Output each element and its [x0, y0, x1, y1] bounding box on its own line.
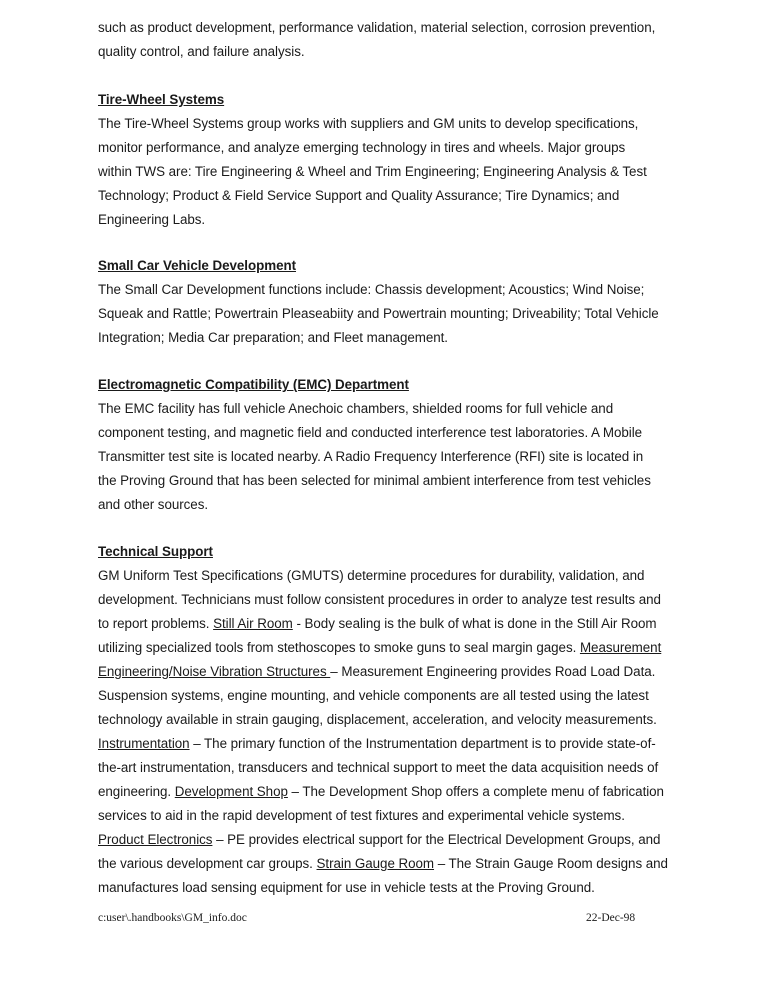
line-text: – The primary function of the Instrumentation department is to provide state-of-: [189, 736, 656, 751]
line-text: – PE provides electrical support for the Electrical Development Groups, and: [212, 832, 661, 847]
line-text: – The Development Shop offers a complete menu of fabrication: [287, 784, 664, 799]
tire-wheel-line: Engineering Labs.: [98, 212, 206, 227]
footer-file-path: c:user\.handbooks\GM_info.doc: [98, 912, 247, 924]
development-shop-term: Development Shop: [174, 784, 288, 799]
technical-support-line: GM Uniform Test Specifications (GMUTS) determine procedures for durability, validation, and: [98, 568, 645, 583]
technical-support-line: [98, 828, 708, 852]
technical-support-line: [98, 780, 708, 804]
technical-support-line: [98, 732, 708, 756]
measurement-engineering-term: Measurement: [579, 640, 662, 655]
line-text: the various development car groups.: [98, 856, 317, 871]
tire-wheel-line: within TWS are: Tire Engineering & Wheel and Trim Engineering; Engineering Analysis & Test: [98, 164, 647, 179]
technical-support-line: [98, 636, 708, 660]
technical-support-line: [98, 852, 708, 876]
line-text: to report problems.: [98, 616, 214, 631]
technical-support-line: services to aid in the rapid development of test fixtures and experimental vehicle systems.: [98, 808, 625, 823]
small-car-heading: Small Car Vehicle Development: [98, 258, 297, 273]
line-text: – Measurement Engineering provides Road Load Data.: [330, 664, 656, 679]
technical-support-line: technology available in strain gauging, displacement, acceleration, and velocity measurements.: [98, 712, 657, 727]
line-text: – The Strain Gauge Room designs and: [434, 856, 668, 871]
emc-line: component testing, and magnetic field and conducted interference test laboratories. A Mobile: [98, 425, 643, 440]
small-car-section: [98, 254, 708, 350]
technical-support-line: [98, 660, 708, 684]
technical-support-line: development. Technicians must follow consistent procedures in order to analyze test results and: [98, 592, 661, 607]
intro-paragraph: [98, 16, 708, 64]
emc-section: [98, 373, 708, 517]
tire-wheel-heading: Tire-Wheel Systems: [98, 92, 225, 107]
technical-support-section: [98, 540, 708, 900]
technical-support-line: Suspension systems, engine mounting, and vehicle components are all tested using the latest: [98, 688, 649, 703]
strain-gauge-room-term: Strain Gauge Room: [316, 856, 435, 871]
emc-line: the Proving Ground that has been selected for minimal ambient interference from test vehicles: [98, 473, 651, 488]
line-text: - Body sealing is the bulk of what is done in the Still Air Room: [292, 616, 657, 631]
emc-line: and other sources.: [98, 497, 209, 512]
tire-wheel-section: [98, 88, 708, 232]
technical-support-line: the-art instrumentation, transducers and technical support to meet the data acquisition needs of: [98, 760, 659, 775]
line-text: utilizing specialized tools from stethoscopes to smoke guns to seal margin gages.: [98, 640, 580, 655]
small-car-line: Squeak and Rattle; Powertrain Pleaseabiity and Powertrain mounting; Driveability; Total Vehicle: [98, 306, 659, 321]
intro-line: such as product development, performance validation, material selection, corrosion prevention,: [98, 20, 656, 35]
technical-support-line: [98, 612, 708, 636]
emc-heading: Electromagnetic Compatibility (EMC) Department: [98, 377, 409, 392]
small-car-line: Integration; Media Car preparation; and Fleet management.: [98, 330, 448, 345]
emc-line: The EMC facility has full vehicle Anechoic chambers, shielded rooms for full vehicle and: [98, 401, 614, 416]
instrumentation-term: Instrumentation: [98, 736, 190, 751]
technical-support-line: manufactures load sensing equipment for use in vehicle tests at the Proving Ground.: [98, 880, 595, 895]
product-electronics-term: Product Electronics: [98, 832, 213, 847]
measurement-engineering-term: Engineering/Noise Vibration Structures: [98, 664, 331, 679]
line-text: engineering.: [98, 784, 175, 799]
small-car-line: The Small Car Development functions include: Chassis development; Acoustics; Wind Noise;: [98, 282, 645, 297]
still-air-room-term: Still Air Room: [213, 616, 293, 631]
emc-line: Transmitter test site is located nearby. A Radio Frequency Interference (RFI) site is located in: [98, 449, 644, 464]
tire-wheel-line: The Tire-Wheel Systems group works with suppliers and GM units to develop specifications,: [98, 116, 639, 131]
footer-date: 22-Dec-98: [586, 912, 636, 924]
technical-support-heading: Technical Support: [98, 544, 213, 559]
tire-wheel-line: monitor performance, and analyze emerging technology in tires and wheels. Major groups: [98, 140, 626, 155]
intro-line: quality control, and failure analysis.: [98, 44, 305, 59]
tire-wheel-line: Technology; Product & Field Service Support and Quality Assurance; Tire Dynamics; and: [98, 188, 620, 203]
